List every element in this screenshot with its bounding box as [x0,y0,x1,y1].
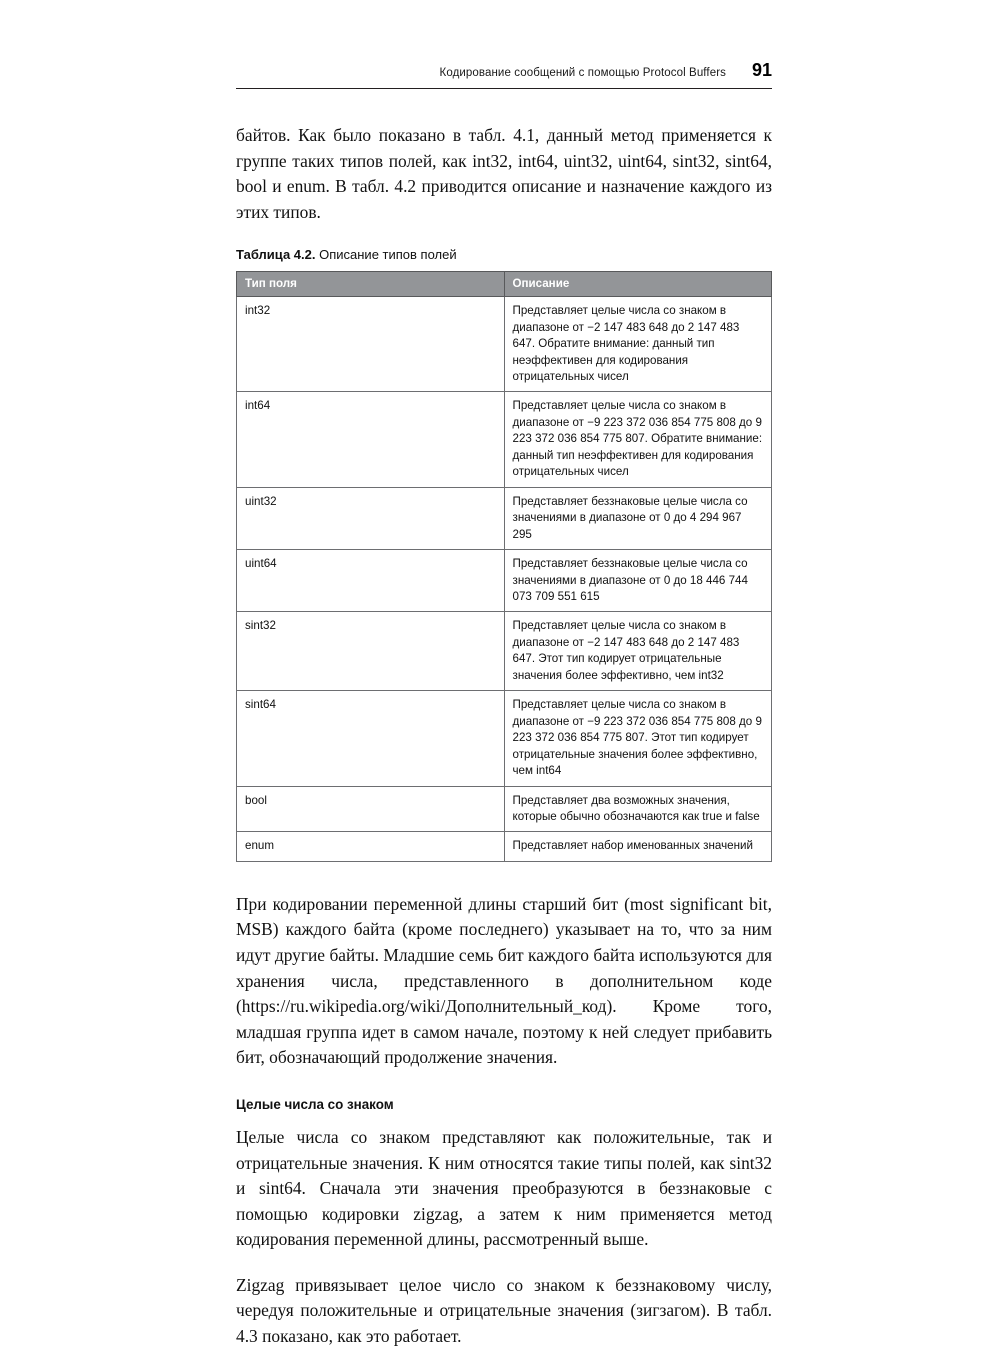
cell-type: uint32 [237,487,505,549]
cell-description: Представляет целые числа со знаком в диапазоне от −2 147 483 648 до 2 147 483 647. Этот тип кодирует отрицательные значения более эффективно, чем int32 [504,612,772,691]
column-header-description: Описание [504,272,772,297]
cell-description: Представляет беззнаковые целые числа со значениями в диапазоне от 0 до 4 294 967 295 [504,487,772,549]
signed-integers-heading: Целые числа со знаком [236,1096,394,1112]
field-types-table [236,271,772,862]
cell-type: sint32 [237,612,505,691]
table-row [237,297,772,392]
signed-paragraph-2: Zigzag привязывает целое число со знаком к беззнаковому числу, чередуя положительные и отрицательные значения (зигзагом). В табл. 4.3 показано, как это работает. [236,1274,772,1346]
table-header-row [237,272,772,297]
table-row [237,786,772,832]
cell-type: sint64 [237,691,505,786]
table-row [237,612,772,691]
signed-paragraph-1: Целые числа со знаком представляют как положительные, так и отрицательные значения. К ним относятся такие типы полей, как sint32 и sint64. Сначала эти значения преобразуются в беззнаковые с помощью кодировки zigzag, а затем к ним применяется метод кодирования переменной длины, рассмотренный выше. [236,1126,772,1250]
page-number: 91 [751,60,772,80]
table-body [237,297,772,862]
cell-description: Представляет беззнаковые целые числа со значениями в диапазоне от 0 до 18 446 744 073 709 551 615 [504,550,772,612]
running-head [236,60,772,88]
table-caption [236,247,772,262]
cell-type: int32 [237,297,505,392]
table-caption-label: Таблица 4.2. [236,247,316,263]
table-row [237,392,772,487]
cell-description: Представляет целые числа со знаком в диапазоне от −2 147 483 648 до 2 147 483 647. Обратите внимание: данный тип неэффективен для кодирования отрицательных чисел [504,297,772,392]
cell-type: bool [237,786,505,832]
table-row [237,487,772,549]
intro-paragraph: байтов. Как было показано в табл. 4.1, данный метод применяется к группе таких типов полей, как int32, int64, uint32, uint64, sint32, sint64, bool и enum. В табл. 4.2 приводится описание и назначение каждого из этих типов. [236,125,772,222]
msb-paragraph: При кодировании переменной длины старший бит (most significant bit, MSB) каждого байта (кроме последнего) указывает на то, что за ним идут другие байты. Младшие семь бит каждого байта используются для хранения числа, представленного в дополнительном коде (https://ru.wikipedia.org/wiki/Дополнительный_код). Кроме того, младшая группа идет в самом начале, поэтому к ней следует прибавить бит, обозначающий продолжение значения. [236,893,772,1068]
column-header-type: Тип поля [237,272,505,297]
cell-type: uint64 [237,550,505,612]
cell-description: Представляет два возможных значения, которые обычно обозначаются как true и false [504,786,772,832]
cell-type: int64 [237,392,505,487]
cell-description: Представляет целые числа со знаком в диапазоне от −9 223 372 036 854 775 808 до 9 223 372 036 854 775 807. Этот тип кодирует отрицательные значения более эффективно, чем int64 [504,691,772,786]
table-row [237,550,772,612]
table-header [237,272,772,297]
table-caption-text: Описание типов полей [319,247,457,263]
table-row [237,691,772,786]
header-divider [236,88,772,89]
running-head-title: Кодирование сообщений с помощью Protocol Buffers [439,67,726,79]
cell-type: enum [237,832,505,861]
table-row [237,832,772,861]
cell-description: Представляет целые числа со знаком в диапазоне от −9 223 372 036 854 775 808 до 9 223 372 036 854 775 807. Обратите внимание: данный тип неэффективен для кодирования отрицательных чисел [504,392,772,487]
table-bottom-spacer [236,862,772,892]
cell-description: Представляет набор именованных значений [504,832,772,861]
